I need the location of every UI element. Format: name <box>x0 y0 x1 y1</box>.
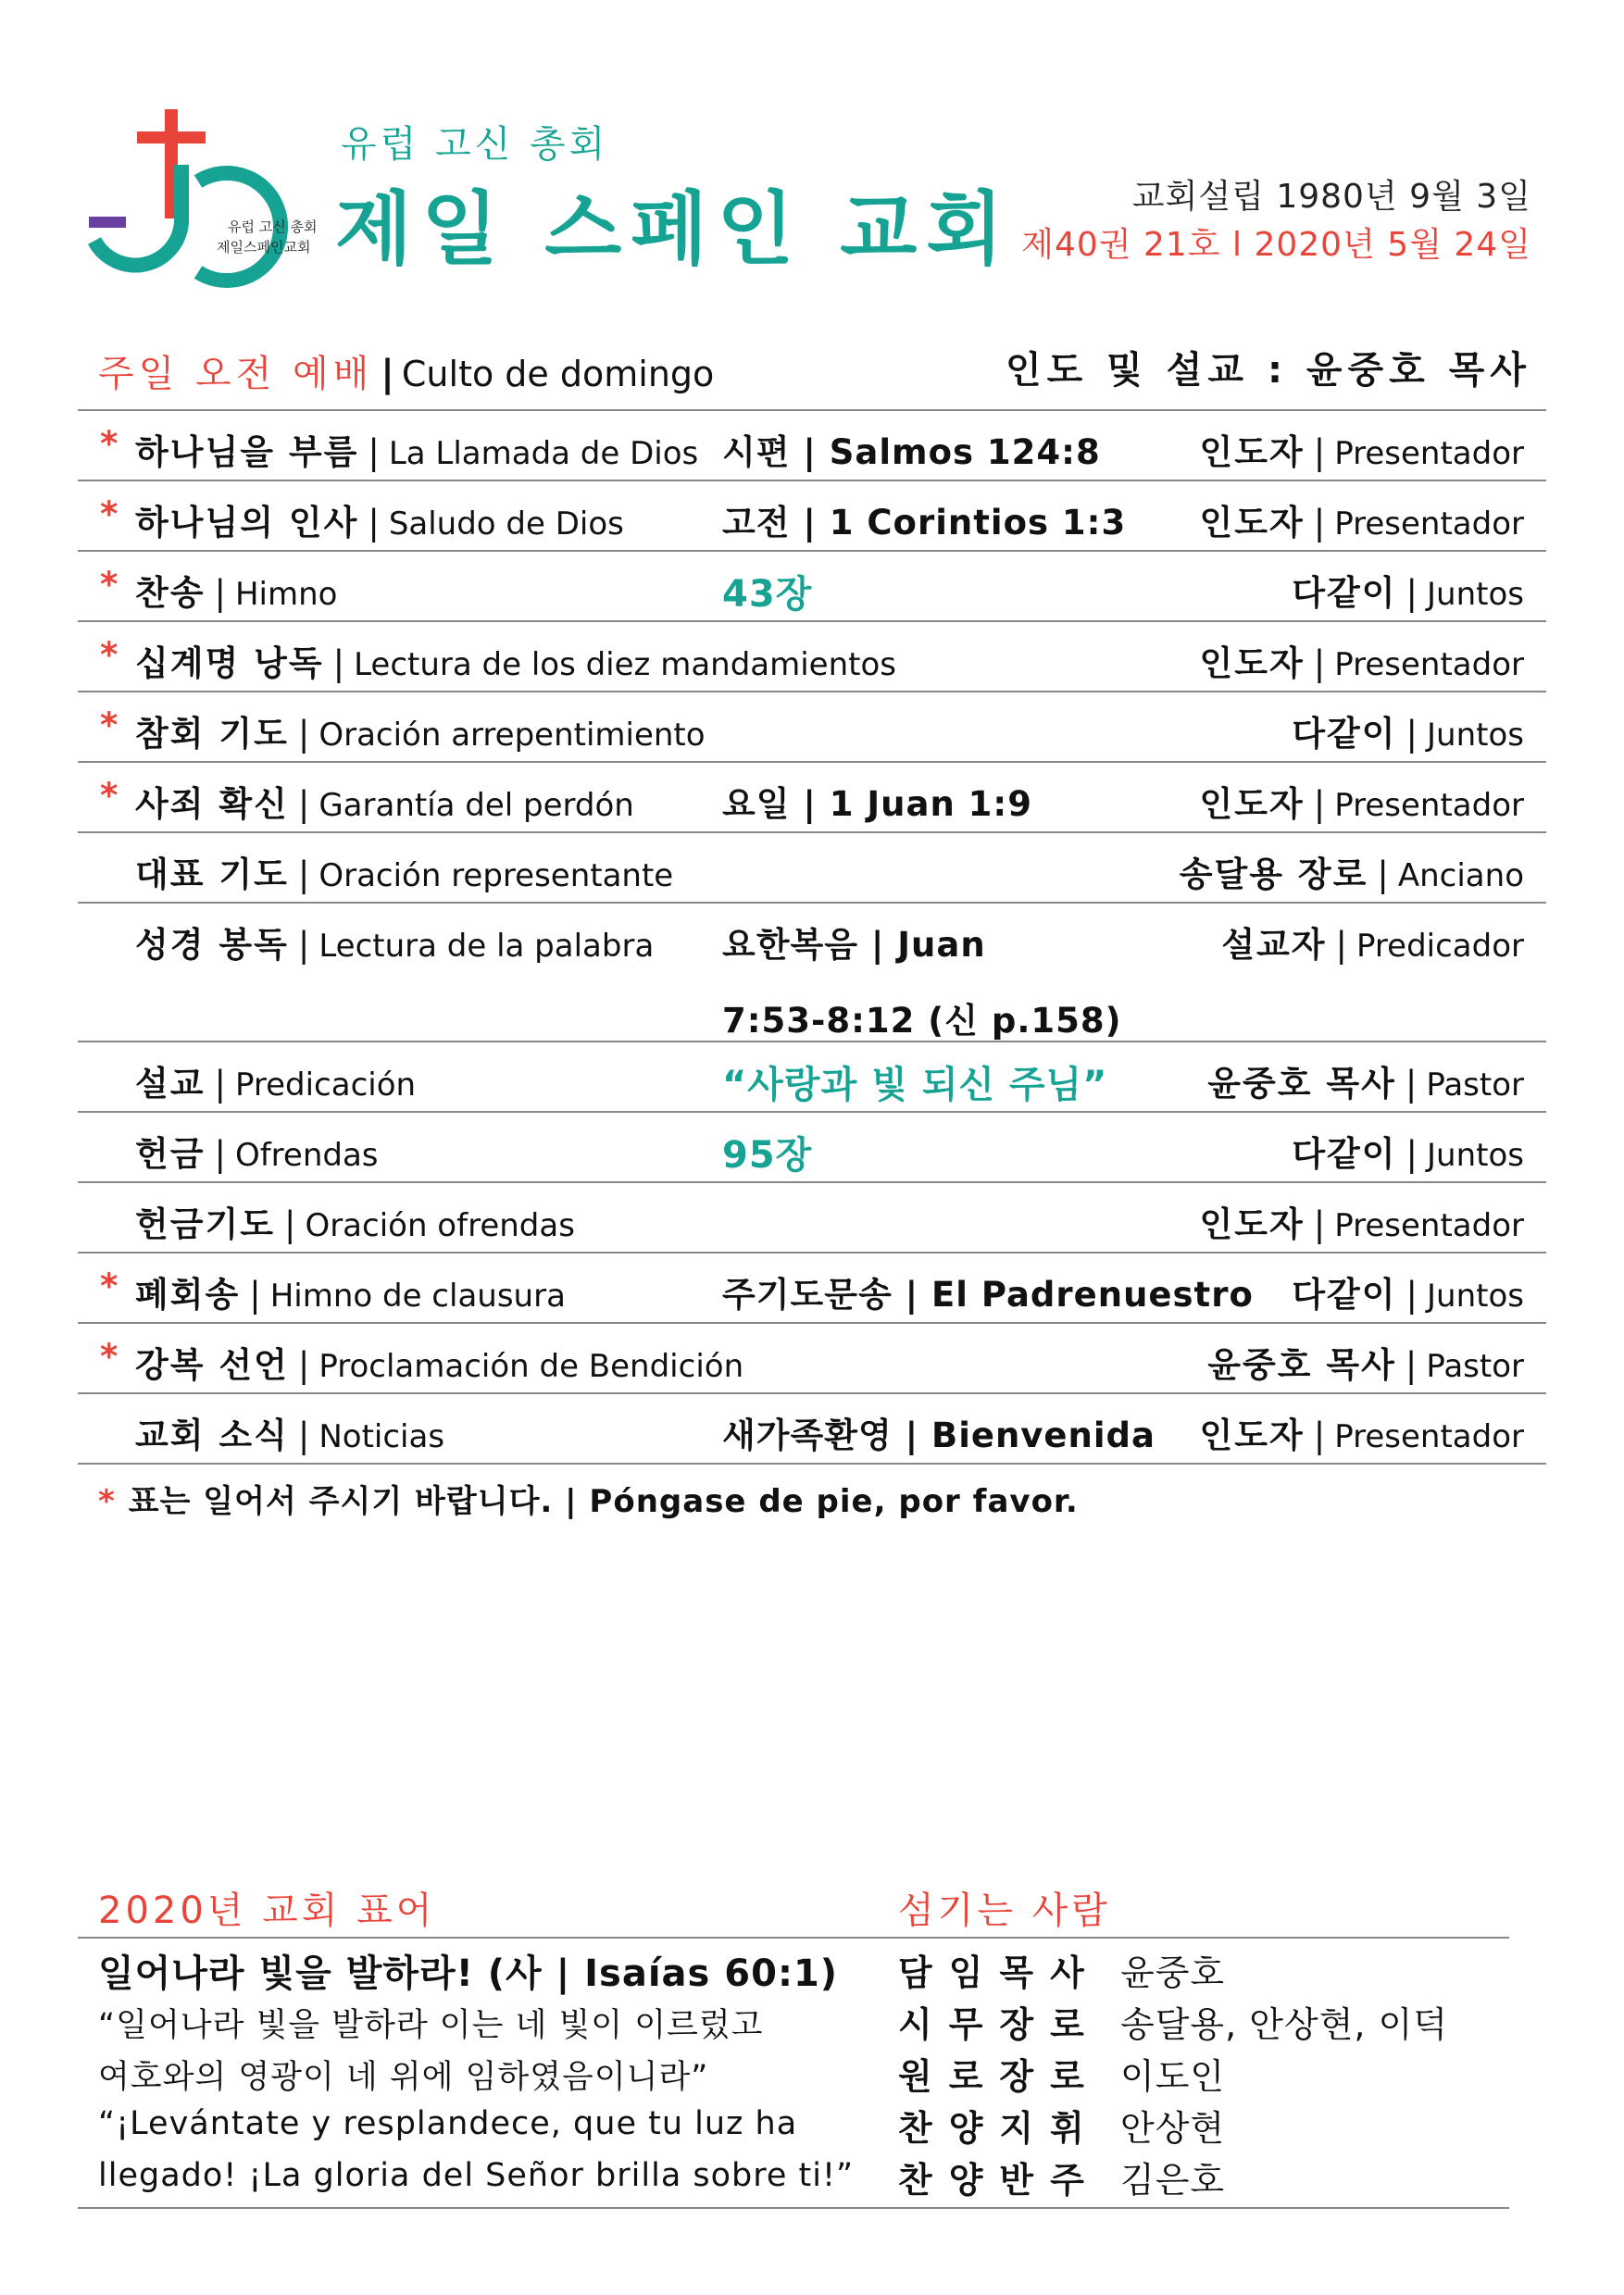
order-item-reference <box>722 1055 1107 1108</box>
server-names: 윤중호 <box>1120 1952 1226 1993</box>
order-item-presenter <box>1180 846 1524 896</box>
presenter-ko: 설교자 <box>1221 925 1327 965</box>
presenter-ko: 인도자 <box>1199 784 1305 824</box>
order-item-presenter <box>1292 1266 1524 1316</box>
order-item-es: Himno de clausura <box>269 1278 566 1315</box>
separator: | <box>283 1204 296 1244</box>
reference-text-cont: 7:53-8:12 (신 p.158) <box>722 1001 1122 1041</box>
order-item-name <box>135 1337 743 1387</box>
order-item-es: Oración ofrendas <box>305 1207 575 1244</box>
order-item-ko: 헌금 <box>135 1134 206 1174</box>
separator: | <box>1405 1134 1418 1174</box>
order-item-ko: 대표 기도 <box>135 854 289 894</box>
order-item-ko: 하나님을 부름 <box>135 432 359 472</box>
worship-order-row <box>78 763 1546 833</box>
presenter-es: Presentador <box>1334 1207 1524 1244</box>
separator: | <box>297 854 310 894</box>
worship-order-row <box>78 692 1546 763</box>
order-item-es: Saludo de Dios <box>388 505 624 543</box>
separator: | <box>1405 1275 1418 1315</box>
order-item-ko: 찬송 <box>135 573 206 613</box>
separator: | <box>214 573 226 613</box>
presenter-ko: 인도자 <box>1199 503 1305 543</box>
order-item-name <box>135 635 896 685</box>
separator: | <box>214 1134 226 1174</box>
order-item-ko: 설교 <box>135 1064 206 1104</box>
order-item-name <box>135 705 706 755</box>
worship-order-row <box>78 833 1546 904</box>
worship-order-row <box>78 622 1546 692</box>
worship-title-es: Culto de domingo <box>401 354 715 394</box>
separator: | <box>1313 503 1326 543</box>
order-item-ko: 교회 소식 <box>135 1416 289 1455</box>
worship-order-row <box>78 1042 1546 1113</box>
worship-order-row <box>78 411 1546 481</box>
order-item-name <box>135 1196 575 1246</box>
presenter-es: Presentador <box>1334 435 1524 472</box>
order-item-ko: 강복 선언 <box>135 1345 289 1385</box>
order-item-presenter <box>1200 635 1524 685</box>
standing-star: * <box>100 635 119 675</box>
separator: | <box>368 503 380 543</box>
order-item-es: Oración arrepentimiento <box>319 717 706 754</box>
title-separator: | <box>381 353 394 395</box>
order-item-presenter <box>1292 565 1524 615</box>
order-item-presenter <box>1200 1196 1524 1246</box>
motto-line: 여호와의 영광이 네 위에 임하였음이니라” <box>98 2059 709 2096</box>
standing-star: * <box>100 1337 119 1377</box>
order-item-reference <box>722 1407 1156 1457</box>
order-item-es: Predicación <box>234 1066 417 1104</box>
separator: | <box>1313 643 1326 683</box>
order-item-name <box>135 424 698 474</box>
order-item-es: Oración representante <box>319 857 674 894</box>
denomination-name: 유럽 고신 총회 <box>341 123 609 166</box>
order-item-name <box>135 1126 379 1176</box>
order-item-presenter <box>1292 1126 1524 1176</box>
logo-text-2: 제일스페인교회 <box>217 239 311 256</box>
separator: | <box>1405 714 1418 754</box>
reference-text: 요일 | 1 Juan 1:9 <box>722 784 1032 824</box>
order-item-ko: 참회 기도 <box>135 714 289 754</box>
server-row <box>898 2152 1225 2202</box>
presenter-ko: 윤중호 목사 <box>1207 1345 1396 1385</box>
order-item-name <box>135 1407 444 1457</box>
separator: | <box>332 643 345 683</box>
worship-order-row <box>78 904 1546 1042</box>
presenter-es: Presentador <box>1334 646 1524 683</box>
server-names: 안상현 <box>1120 2108 1226 2149</box>
order-item-name <box>135 776 634 826</box>
separator: | <box>1313 1416 1326 1455</box>
server-row <box>898 1996 1448 2047</box>
order-item-es: Garantía del perdón <box>319 787 634 824</box>
order-item-es: Himno <box>234 576 338 613</box>
presenter-ko: 인도자 <box>1199 643 1305 683</box>
order-item-name <box>135 846 673 896</box>
order-item-reference <box>722 424 1101 474</box>
separator: | <box>297 714 310 754</box>
order-item-name <box>135 494 624 544</box>
server-role: 찬양지휘 <box>898 2108 1101 2149</box>
presenter-es: Juntos <box>1427 576 1524 613</box>
presenter-ko: 다같이 <box>1292 573 1397 613</box>
presenter-ko: 송달용 장로 <box>1179 854 1368 894</box>
church-logo <box>89 109 318 285</box>
separator: | <box>1405 573 1418 613</box>
reference-text: 시편 | Salmos 124:8 <box>722 432 1101 472</box>
presenter-es: Predicador <box>1356 928 1524 965</box>
worship-order-row <box>78 1113 1546 1183</box>
order-of-worship <box>78 409 1546 1465</box>
order-item-ko: 십계명 낭독 <box>135 643 324 683</box>
order-item-name <box>135 917 654 967</box>
order-item-reference <box>722 494 1126 544</box>
separator: | <box>1313 1204 1326 1244</box>
order-item-es: Ofrendas <box>234 1137 379 1174</box>
standing-note <box>98 1476 1079 1521</box>
server-row <box>898 1944 1225 1995</box>
server-row <box>898 2100 1225 2151</box>
presenter-ko: 인도자 <box>1199 1204 1305 1244</box>
separator: | <box>1405 1345 1418 1385</box>
reference-text: 새가족환영 | Bienvenida <box>722 1416 1156 1455</box>
separator: | <box>1313 432 1326 472</box>
order-item-presenter <box>1292 705 1524 755</box>
worship-order-row <box>78 1394 1546 1465</box>
order-item-reference <box>722 776 1032 826</box>
presenter-ko: 인도자 <box>1199 432 1305 472</box>
server-role: 원로장로 <box>898 2056 1101 2097</box>
standing-star: * <box>100 776 119 816</box>
presenter-ko: 인도자 <box>1199 1416 1305 1455</box>
separator: | <box>297 784 310 824</box>
order-item-presenter <box>1200 776 1524 826</box>
worship-order-row <box>78 1183 1546 1254</box>
presenter-es: Pastor <box>1426 1066 1524 1104</box>
worship-order-row <box>78 1324 1546 1394</box>
reference-text: 주기도문송 | El Padrenuestro <box>722 1275 1254 1315</box>
order-item-presenter <box>1221 917 1524 967</box>
order-item-presenter <box>1200 1407 1524 1457</box>
order-item-presenter <box>1207 1055 1524 1105</box>
presenter-es: Juntos <box>1427 717 1524 754</box>
order-item-reference <box>722 565 812 617</box>
server-role: 찬양반주 <box>898 2160 1101 2201</box>
separator: | <box>368 432 380 472</box>
section-divider <box>78 1937 1509 1939</box>
motto-line: llegado! ¡La gloria del Señor brilla sobre ti!” <box>98 2157 855 2194</box>
order-item-ko: 성경 봉독 <box>135 925 289 965</box>
order-item-reference <box>722 1126 812 1179</box>
motto-heading: 일어나라 빛을 발하라! (사 | Isaías 60:1) <box>98 1952 839 1995</box>
server-names: 이도인 <box>1120 2056 1226 2097</box>
standing-star: * <box>98 1483 116 1520</box>
order-item-es: Proclamación de Bendición <box>319 1348 744 1385</box>
server-names: 송달용, 안상현, 이덕 <box>1120 2004 1448 2045</box>
order-item-es: Lectura de los diez mandamientos <box>354 646 896 683</box>
reference-text: 95장 <box>722 1134 813 1177</box>
reference-text: 고전 | 1 Corintios 1:3 <box>722 503 1127 543</box>
standing-star: * <box>100 1266 119 1306</box>
separator: | <box>1335 925 1348 965</box>
presenter-es: Presentador <box>1334 1418 1524 1455</box>
order-item-ko: 하나님의 인사 <box>135 503 359 543</box>
server-names: 김은호 <box>1120 2160 1226 2201</box>
server-row <box>898 2048 1225 2099</box>
order-item-presenter <box>1200 494 1524 544</box>
order-item-reference <box>722 1266 1254 1316</box>
standing-star: * <box>100 565 119 605</box>
presenter-es: Presentador <box>1334 787 1524 824</box>
presenter-es: Presentador <box>1334 505 1524 543</box>
worship-leader: 인도 및 설교 : 윤중호 목사 <box>1005 349 1531 392</box>
standing-star: * <box>100 494 119 534</box>
order-item-name <box>135 1055 416 1105</box>
separator: | <box>214 1064 226 1104</box>
presenter-ko: 다같이 <box>1292 1275 1397 1315</box>
separator: | <box>1377 854 1389 894</box>
standing-note-text: 표는 일어서 주시기 바랍니다. | Póngase de pie, por favor. <box>128 1483 1079 1520</box>
order-item-presenter <box>1200 424 1524 474</box>
separator: | <box>297 1416 310 1455</box>
order-item-reference <box>722 917 1122 1042</box>
separator: | <box>297 1345 310 1385</box>
separator: | <box>1313 784 1326 824</box>
worship-title <box>98 344 714 397</box>
separator: | <box>1405 1064 1418 1104</box>
presenter-es: Juntos <box>1427 1278 1524 1315</box>
presenter-ko: 윤중호 목사 <box>1207 1064 1396 1104</box>
worship-order-row <box>78 552 1546 622</box>
church-name: 제일 스페인 교회 <box>335 183 1013 276</box>
reference-text: 요한복음 | Juan <box>722 925 986 965</box>
presenter-ko: 다같이 <box>1292 1134 1397 1174</box>
reference-text: “사랑과 빛 되신 주님” <box>722 1064 1108 1106</box>
presenter-es: Pastor <box>1426 1348 1524 1385</box>
standing-star: * <box>100 705 119 745</box>
founding-date: 교회설립 1980년 9월 3일 <box>1131 178 1531 216</box>
server-role: 담임목사 <box>898 1952 1101 1993</box>
order-item-es: Noticias <box>319 1418 445 1455</box>
motto-line: “일어나라 빛을 발하라 이는 네 빛이 이르렀고 <box>98 2007 764 2044</box>
servers-title: 섬기는 사람 <box>898 1890 1111 1932</box>
separator: | <box>249 1275 261 1315</box>
presenter-ko: 다같이 <box>1292 714 1397 754</box>
worship-title-ko: 주일 오전 예배 <box>98 353 374 395</box>
order-item-name <box>135 1266 566 1316</box>
motto-title: 2020년 교회 표어 <box>98 1890 436 1932</box>
worship-order-row <box>78 1254 1546 1324</box>
order-item-name <box>135 565 337 615</box>
order-item-es: Lectura de la palabra <box>319 928 655 965</box>
presenter-es: Juntos <box>1427 1137 1524 1174</box>
order-item-presenter <box>1207 1337 1524 1387</box>
reference-text: 43장 <box>722 573 813 616</box>
order-item-ko: 사죄 확신 <box>135 784 289 824</box>
motto-line: “¡Levántate y resplandece, que tu luz ha <box>98 2105 798 2142</box>
bottom-rule <box>78 2207 1509 2209</box>
logo-text-1: 유럽 고신 총회 <box>228 218 318 235</box>
presenter-es: Anciano <box>1397 857 1524 894</box>
order-item-ko: 폐회송 <box>135 1275 241 1315</box>
worship-order-row <box>78 481 1546 552</box>
order-item-ko: 헌금기도 <box>135 1204 275 1244</box>
standing-star: * <box>100 424 119 464</box>
separator: | <box>297 925 310 965</box>
issue-number: 제40권 21호 l 2020년 5월 24일 <box>1021 226 1531 264</box>
server-role: 시무장로 <box>898 2004 1101 2045</box>
order-item-es: La Llamada de Dios <box>388 435 699 472</box>
